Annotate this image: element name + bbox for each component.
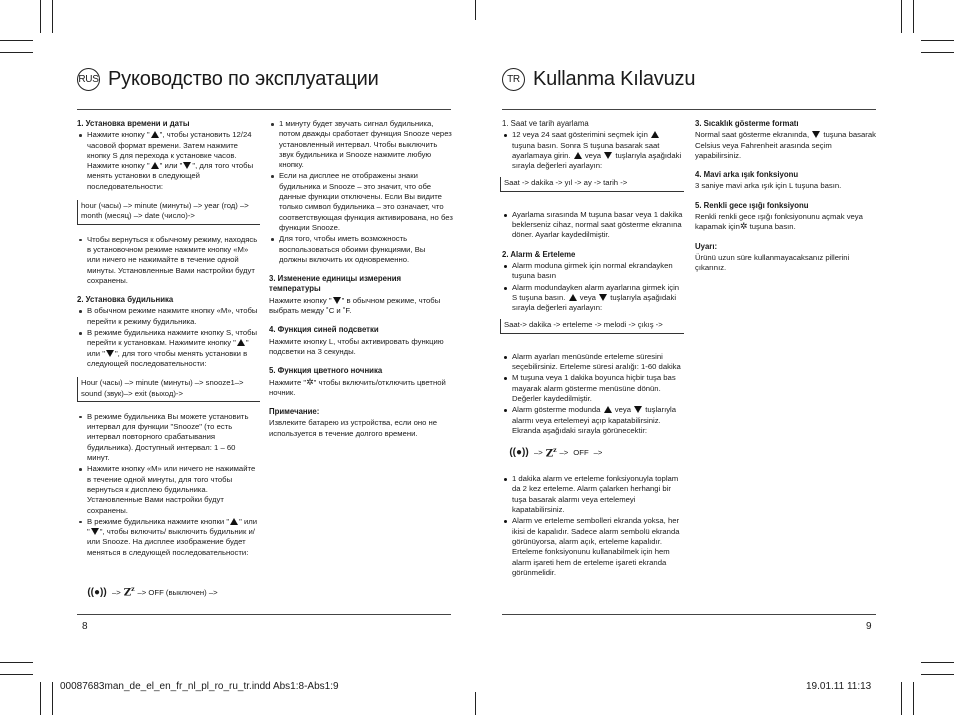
crop-mark [913, 0, 914, 33]
page-title-ru: Руководство по эксплуатации [108, 68, 379, 90]
paragraph: Normal saat gösterme ekranında, tuşuna basarak Celsius veya Fahrenheit arasında seçim yapabilirsiniz. [695, 130, 876, 160]
language-badge-tr: TR [502, 68, 525, 91]
page-number-right: 9 [866, 621, 872, 632]
ru-column-1 [77, 119, 260, 567]
section-title: 1. Установка времени и даты [77, 119, 190, 128]
tr-column-2 [695, 119, 879, 283]
crop-mark [921, 52, 954, 53]
list-item: Alarm modundayken alarm ayarlarına girmek için S tuşuna basın. veya tuşlarıyla aşağıdaki sırayla değerleri ayarlayın: [502, 283, 684, 314]
alarm-display-sequence: ((●)) –> $Z^z$ –> OFF –> [509, 446, 603, 460]
up-arrow-icon [230, 518, 238, 525]
print-slug-datetime: 19.01.11 11:13 [806, 681, 872, 692]
alarm-bell-icon: ((●)) [509, 446, 529, 458]
down-arrow-icon [634, 406, 642, 413]
list-item: Alarm gösterme modunda veya tuşlarıyla alarmı veya ertelemeyi açıp kapatabilirsiniz. Ekranda aşağıdaki sırayla görünecektir: [502, 405, 684, 436]
list-item: 12 veya 24 saat gösterimini seçmek için tuşuna basın. Sonra S tuşuna basarak saat ayarlamaya girin. veya tuşlarıyla aşağıdaki sırayla değerleri ayarlayın: [502, 130, 684, 171]
paragraph: Ürünü uzun süre kullanmayacaksanız pillerini çıkarınız. [695, 252, 850, 273]
sequence-box: hour (часы) –> minute (минуты) –> year (год) –> month (месяц) –> date (число)-> [77, 200, 260, 225]
list-item: Чтобы вернуться к обычному режиму, находясь в установочном режиме нажмите кнопку «M» или ничего не нажимайте в течение одной минуты. Установленные Вами настройки будут сохранены. [77, 235, 260, 286]
list-item: В обычном режиме нажмите кнопку «M», чтобы перейти к режиму будильника. [77, 306, 260, 327]
section-title: 2. Alarm & Erteleme [502, 249, 576, 259]
page-number-left: 8 [82, 621, 88, 632]
crop-mark [0, 40, 33, 41]
up-arrow-icon [574, 152, 582, 159]
crop-mark [475, 0, 476, 20]
snooze-icon: $Z^z$ [123, 585, 135, 599]
sequence-box: Hour (часы) –> minute (минуты) –> snooze1–> sound (звук)–> exit (выход)-> [77, 377, 260, 402]
paragraph: Нажмите кнопку L, чтобы активировать функцию подсветки на 3 секунды. [269, 336, 444, 356]
crop-mark [921, 662, 954, 663]
down-arrow-icon [812, 131, 820, 138]
crop-mark [0, 674, 33, 675]
snowflake-icon: ✲ [739, 221, 748, 232]
paragraph: Извлеките батарею из устройства, если оно не используется в течение долгого времени. [269, 418, 438, 438]
list-item: Для того, чтобы иметь возможность воспользоваться обоими функциями, Вы должны включить их одновременно. [269, 234, 453, 265]
page-header-tr [502, 68, 695, 91]
page-header-ru [77, 68, 379, 91]
section-title: 3. Изменение единицы измерения температуры [269, 274, 402, 294]
up-arrow-icon [237, 339, 245, 346]
footer-rule-left [77, 614, 451, 615]
up-arrow-icon [569, 294, 577, 301]
up-arrow-icon [651, 131, 659, 138]
crop-mark [52, 682, 53, 715]
section-title: 3. Sıcaklık gösterme formatı [695, 119, 799, 128]
snowflake-icon: ✲ [306, 376, 314, 387]
list-item: 1 минуту будет звучать сигнал будильника, потом дважды сработает функция Snooze через установленный интервал. Чтобы выключить звук будильника и Snooze нажмите любую кнопку. [269, 119, 453, 170]
crop-mark [475, 692, 476, 715]
section-title: 5. Renkli gece ışığı fonksiyonu [695, 200, 809, 210]
down-arrow-icon [106, 350, 114, 357]
paragraph: Нажмите кнопку " " в обычном режиме, чтобы выбрать между ˚C и ˚F. [269, 295, 441, 316]
up-arrow-icon [604, 406, 612, 413]
page-title-tr: Kullanma Kılavuzu [533, 68, 696, 90]
list-item: Alarm moduna girmek için normal ekrandayken tuşuna basın [502, 261, 684, 282]
list-item: M tuşuna veya 1 dakika boyunca hiçbir tuşa bas mayarak alarm gösterme menüsüne dönün. Değerler kaydedilmiştir. [502, 373, 684, 404]
paragraph: Renkli renkli gece ışığı fonksiyonunu açmak veya kapamak için✲ tuşuna basın. [695, 212, 863, 232]
tr-column-1 [502, 119, 684, 587]
ru-column-2 [269, 119, 453, 448]
list-item: Нажмите кнопку «M» или ничего не нажимайте в течение одной минуты, для того чтобы вернуться к дисплею будильника. Установленные Вами настройки будут сохранены. [77, 464, 260, 515]
crop-mark [921, 40, 954, 41]
section-title: 4. Mavi arka ışık fonksiyonu [695, 170, 799, 180]
crop-mark [901, 682, 902, 715]
down-arrow-icon [183, 162, 191, 169]
section-title: 1. Saat ve tarih ayarlama [502, 119, 589, 128]
list-item: Alarm ayarları menüsünde erteleme süresini seçebilirsiniz. Erteleme süresi aralığı: 1-60 dakika [502, 352, 684, 373]
down-arrow-icon [599, 294, 607, 301]
list-item: В режиме будильника нажмите кнопки " " или " ", чтобы включить/ выключить будильник и/или Snooze. На дисплее изображение будет меняться в следующей последовательности: [77, 517, 260, 558]
up-arrow-icon [151, 131, 159, 138]
footer-rule-right [502, 614, 876, 615]
sequence-box: Saat -> dakika -> yıl -> ay -> tarih -> [500, 177, 684, 191]
list-item: Ayarlama sırasında M tuşuna basar veya 1 dakika beklerseniz cihaz, normal saat gösterme ekranına döner. Ayarlar kaydedilmiştir. [502, 210, 684, 241]
section-title: Примечание: [269, 407, 320, 417]
section-title: 5. Функция цветного ночника [269, 366, 383, 376]
crop-mark [0, 52, 33, 53]
paragraph: Нажмите "✲" чтобы включить/отключить цветной ночник. [269, 376, 446, 397]
list-item: В режиме будильника нажмите кнопку S, чтобы перейти к установкам. Нажимите кнопку " " или " ", для того чтобы менять установки в следующей последовательности: [77, 328, 260, 369]
list-item: 1 dakika alarm ve erteleme fonksiyonuyla toplam da 2 kez erteleme. Alarm çalarken herhangi bir tuşa basarak alarmı veya ertelemeyi kapatabilirsiniz. [502, 474, 684, 515]
section-title: Uyarı: [695, 241, 718, 251]
crop-mark [921, 674, 954, 675]
crop-mark [913, 682, 914, 715]
list-item: Нажмите кнопку " ", чтобы установить 12/24 часовой формат времени. Затем нажмите кнопку S для перехода к установке часов. Нажмите кнопку " " или " ", для того чтобы менять установки в следующей последовательности: [77, 130, 260, 192]
alarm-display-sequence: ((●)) –> $Z^z$ –> OFF (выключен) –> [87, 585, 218, 599]
down-arrow-icon [333, 297, 341, 304]
header-rule-left [77, 109, 451, 110]
paragraph: 3 saniye mavi arka ışık için L tuşuna basın. [695, 181, 842, 191]
crop-mark [40, 682, 41, 715]
down-arrow-icon [91, 528, 99, 535]
header-rule-right [502, 109, 876, 110]
crop-mark [901, 0, 902, 33]
print-slug-filename: 00087683man_de_el_en_fr_nl_pl_ro_ru_tr.indd Abs1:8-Abs1:9 [60, 681, 339, 692]
sequence-box: Saat-> dakika -> erteleme -> melodi -> çıkış -> [500, 319, 684, 333]
list-item: Alarm ve erteleme sembolleri ekranda yoksa, her ikisi de kapalıdır. Sadece alarm sembolü ekranda görünüyorsa, alarm açık, erteleme kapalıdır. Erteleme fonksiyonunu kullanabilmek için hem alarm işareti hem de erteleme işareti ekranda görünmelidir. [502, 516, 684, 578]
list-item: В режиме будильника Вы можете установить интервал для функции "Snooze" (то есть интервал повторного срабатывания будильника). Доступный интервал: 1 – 60 минут. [77, 412, 260, 463]
section-title: 2. Установка будильника [77, 295, 174, 305]
crop-mark [0, 662, 33, 663]
down-arrow-icon [604, 152, 612, 159]
snooze-icon: $Z^z$ [545, 447, 557, 460]
crop-mark [52, 0, 53, 33]
up-arrow-icon [151, 162, 159, 169]
crop-mark [40, 0, 41, 33]
alarm-bell-icon: ((●)) [87, 586, 107, 598]
list-item: Если на дисплее не отображены знаки будильника и Snooze – это значит, что обе данные функции отключены. Если Вы видите только символ будильника – это означает, что соответствующая функция активирована, но без функции Snooze. [269, 171, 453, 233]
section-title: 4. Функция синей подсветки [269, 325, 379, 335]
language-badge-ru: RUS [77, 68, 100, 91]
